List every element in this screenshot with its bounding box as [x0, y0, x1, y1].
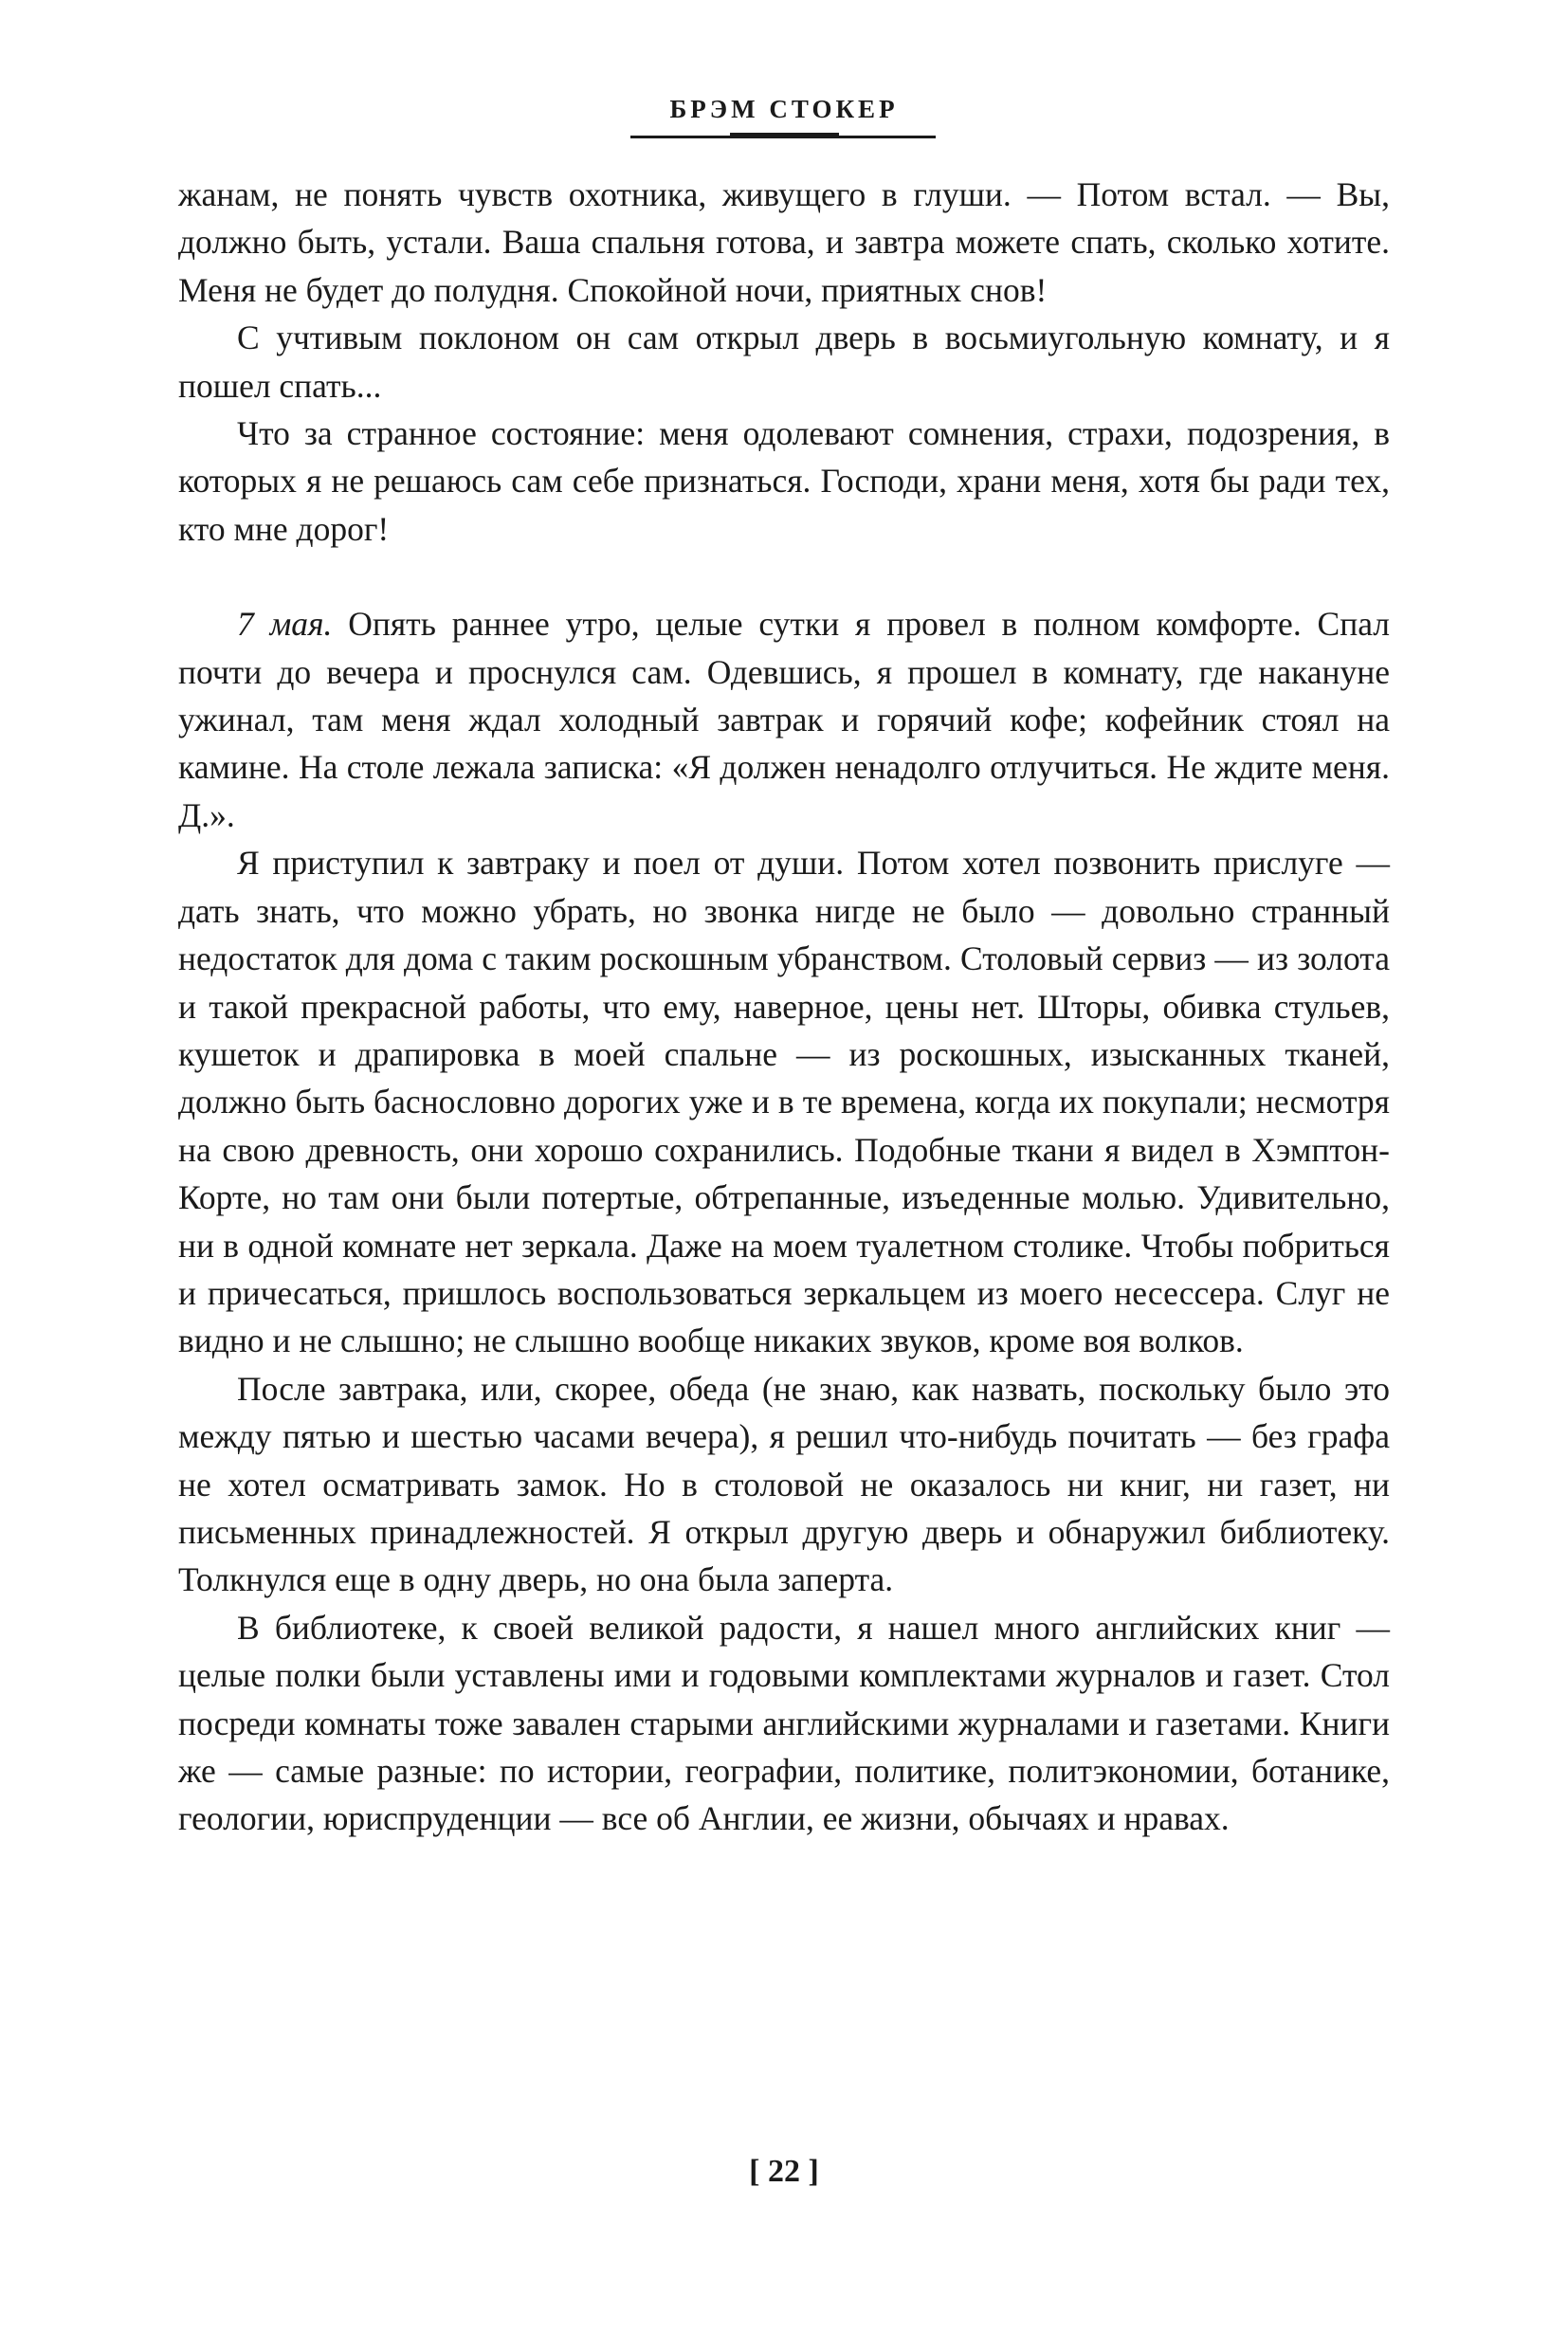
- header-rule-accent: [730, 133, 839, 138]
- running-head: БРЭМ СТОКЕР: [669, 95, 899, 123]
- body-text: [178, 171, 1390, 1843]
- paragraph-3: Что за странное состояние: меня одолевают сомнения, страхи, подозрения, в которых я не решаюсь сам себе признаться. Господи, храни меня, хотя бы ради тех, кто мне дорог!: [178, 414, 1390, 548]
- paragraph-6: После завтрака, или, скорее, обеда (не знаю, как назвать, поскольку было это между пятью и шестью часами вечера), я решил что-нибудь почитать — без графа не хотел осматривать замок. Но в столовой не оказалось ни книг, ни газет, ни письменных принадлежностей. Я открыл другую дверь и обнаружил библиотеку. Толкнулся еще в одну дверь, но она была заперта.: [178, 1369, 1390, 1599]
- paragraph-1: жанам, не понять чувств охотника, живущего в глуши. — Потом встал. — Вы, должно быть, устали. Ваша спальня готова, и завтра можете спать, сколько хотите. Меня не будет до полудня. Спокойной ночи, приятных снов!: [178, 175, 1390, 309]
- paragraph-4-text: Опять раннее утро, целые сутки я провел в полном комфорте. Спал почти до вечера и проснулся сам. Одевшись, я прошел в комнату, где накануне ужинал, там меня ждал холодный завтрак и горячий кофе; кофейник стоял на камине. На столе лежала записка: «Я должен ненадолго отлучиться. Не ждите меня. Д.».: [178, 605, 1390, 834]
- paragraph-7: В библиотеке, к своей великой радости, я нашел много английских книг — целые полки были уставлены ими и годовыми комплектами журналов и газет. Стол посреди комнаты тоже завален старыми английскими журналами и газетами. Книги же — самые разные: по истории, географии, политике, политэкономии, ботанике, геологии, юриспруденции — все об Англии, ее жизни, обычаях и нравах.: [178, 1608, 1390, 1838]
- page-number: [ 22 ]: [749, 2154, 819, 2189]
- paragraph-4: [178, 600, 1390, 839]
- paragraph-2: С учтивым поклоном он сам открыл дверь в восьмиугольную комнату, и я пошел спать...: [178, 319, 1390, 405]
- diary-date: 7 мая.: [237, 605, 333, 644]
- paragraph-5: Я приступил к завтраку и поел от души. Потом хотел позвонить прислуге — дать знать, что можно убрать, но звонка нигде не было — довольно странный недостаток для дома с таким роскошным убранством. Столовый сервиз — из золота и такой прекрасной работы, что ему, наверное, цены нет. Шторы, обивка стульев, кушеток и драпировка в моей спальне — из роскошных, изысканных тканей, должно быть баснословно дорогих уже и в те времена, когда их покупали; несмотря на свою древность, они хорошо сохранились. Подобные ткани я видел в Хэмптон-Корте, но там они были потертые, обтрепанные, изъеденные молью. Удивительно, ни в одной комнате нет зеркала. Даже на моем туалетном столике. Чтобы побриться и причесаться, пришлось воспользоваться зеркальцем из моего несессера. Слуг не видно и не слышно; не слышно вообще никаких звуков, кроме воя волков.: [178, 844, 1390, 1360]
